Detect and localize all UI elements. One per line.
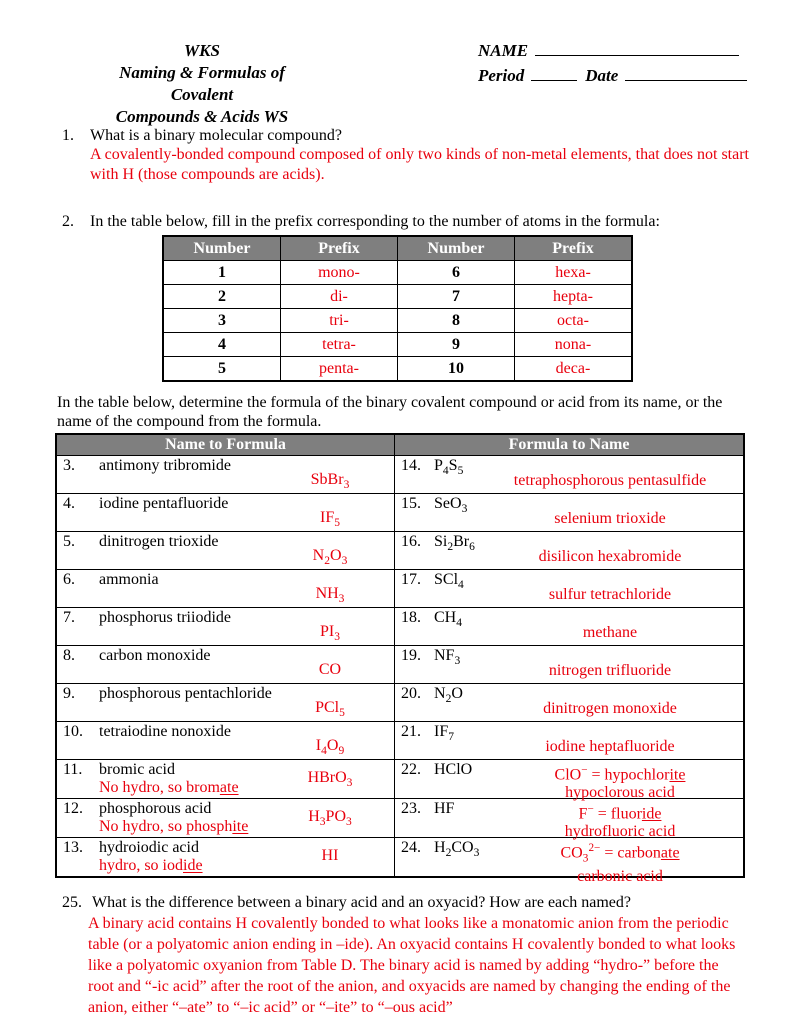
compound-name: bromic acid bbox=[99, 761, 175, 778]
compound-name: phosphorous acid bbox=[99, 800, 212, 817]
number-cell: 7 bbox=[398, 285, 515, 309]
question-2-text: In the table below, fill in the prefix corresponding to the number of atoms in the formula: bbox=[90, 213, 660, 230]
table-row bbox=[57, 607, 743, 645]
worksheet-title bbox=[92, 40, 312, 128]
table-row bbox=[57, 798, 743, 841]
question-25-text: What is the difference between a binary acid and an oxyacid? How are each named? bbox=[92, 894, 631, 911]
acid-name: hypoclorous acid bbox=[565, 784, 675, 802]
compound-formula: $P_4S_5$ bbox=[434, 457, 464, 478]
name-to-formula-cell bbox=[57, 646, 394, 683]
acid-name: hydrofluoric acid bbox=[564, 823, 676, 841]
prefix-cell: octa- bbox=[515, 309, 633, 333]
item-number: 11. bbox=[63, 761, 83, 778]
item-number: 19. bbox=[401, 647, 421, 664]
name-answer: dinitrogen monoxide bbox=[543, 700, 677, 717]
compound-name: iodine pentafluoride bbox=[99, 495, 229, 512]
number-cell: 10 bbox=[398, 357, 515, 382]
compound-formula: $H_2CO_3$ bbox=[434, 839, 480, 860]
name-label: NAME bbox=[478, 41, 529, 60]
table-row bbox=[57, 493, 743, 531]
prefix-table-header: Number bbox=[398, 236, 515, 261]
prefix-table-row bbox=[163, 309, 632, 333]
formula-to-name-cell bbox=[394, 722, 743, 759]
number-cell: 6 bbox=[398, 261, 515, 285]
compound-formula: SeO$_3$ bbox=[434, 495, 468, 516]
item-number: 7. bbox=[63, 609, 75, 626]
name-to-formula-header: Name to Formula bbox=[57, 435, 394, 455]
prefix-table-header: Prefix bbox=[281, 236, 398, 261]
table-row bbox=[57, 645, 743, 683]
formula-answer: $IF_5$ bbox=[320, 509, 340, 530]
prefix-cell: deca- bbox=[515, 357, 633, 382]
title-line-3: Compounds & Acids WS bbox=[115, 107, 289, 126]
compound-name: ammonia bbox=[99, 571, 159, 588]
prefix-cell: tri- bbox=[281, 309, 398, 333]
date-label: Date bbox=[585, 66, 619, 85]
prefix-table-header-row bbox=[163, 236, 632, 261]
formula-to-name-header: Formula to Name bbox=[394, 435, 743, 455]
number-cell: 9 bbox=[398, 333, 515, 357]
prefix-cell: tetra- bbox=[281, 333, 398, 357]
prefix-table-row bbox=[163, 285, 632, 309]
name-answer: selenium trioxide bbox=[554, 510, 666, 527]
date-blank bbox=[625, 65, 747, 81]
prefix-table-header: Prefix bbox=[515, 236, 633, 261]
item-number: 20. bbox=[401, 685, 421, 702]
title-line-2: Naming & Formulas of Covalent bbox=[119, 63, 285, 104]
compound-name: tetraiodine nonoxide bbox=[99, 723, 231, 740]
name-to-formula-cell bbox=[57, 760, 394, 798]
compound-formula: HClO bbox=[434, 761, 473, 778]
prefix-table-row bbox=[163, 357, 632, 382]
name-answer: nitrogen trifluoride bbox=[548, 662, 672, 679]
number-cell: 1 bbox=[163, 261, 281, 285]
table-row bbox=[57, 531, 743, 569]
number-cell: 2 bbox=[163, 285, 281, 309]
compound-name: antimony tribromide bbox=[99, 457, 231, 474]
item-number: 21. bbox=[401, 723, 421, 740]
table-row bbox=[57, 837, 743, 885]
formula-to-name-cell bbox=[394, 494, 743, 531]
prefix-cell: nona- bbox=[515, 333, 633, 357]
question-1-answer: A covalently-bonded compound composed of only two kinds of non-metal elements, that does not start with H (those compounds are acids). bbox=[90, 146, 749, 183]
formula-to-name-cell bbox=[394, 570, 743, 607]
number-cell: 3 bbox=[163, 309, 281, 333]
anion-note: F− = fluoride bbox=[578, 803, 662, 823]
acid-naming-note: No hydro, so phosphite bbox=[99, 818, 249, 835]
acid-name: carbonic acid bbox=[577, 867, 663, 885]
formula-answer: $H_3PO_3$ bbox=[308, 808, 352, 829]
question-2-number: 2. bbox=[62, 213, 74, 230]
student-fields bbox=[478, 40, 758, 90]
item-number: 13. bbox=[63, 839, 83, 856]
name-answer: sulfur tetrachloride bbox=[548, 586, 672, 603]
item-number: 3. bbox=[63, 457, 75, 474]
period-date-line bbox=[478, 65, 758, 87]
anion-note: ClO− = hypochlorite bbox=[554, 764, 686, 784]
title-line-1: WKS bbox=[184, 41, 220, 60]
item-number: 9. bbox=[63, 685, 75, 702]
item-number: 18. bbox=[401, 609, 421, 626]
formula-answer: $PI_3$ bbox=[320, 623, 340, 644]
compound-formula: $IF_7$ bbox=[434, 723, 454, 744]
item-number: 14. bbox=[401, 457, 421, 474]
name-to-formula-cell bbox=[57, 494, 394, 531]
name-answer bbox=[495, 839, 745, 886]
formula-to-name-cell bbox=[394, 838, 743, 885]
table-row bbox=[57, 569, 743, 607]
name-to-formula-cell bbox=[57, 722, 394, 759]
formula-answer: $N_2O_3$ bbox=[312, 547, 348, 568]
period-blank bbox=[531, 65, 577, 81]
name-to-formula-cell bbox=[57, 608, 394, 645]
compounds-table-header bbox=[57, 435, 743, 455]
formula-to-name-cell bbox=[394, 684, 743, 721]
name-to-formula-cell bbox=[57, 838, 394, 876]
worksheet-header bbox=[57, 40, 791, 126]
name-to-formula-cell bbox=[57, 570, 394, 607]
formula-answer: HBrO$_3$ bbox=[307, 769, 353, 790]
item-number: 15. bbox=[401, 495, 421, 512]
item-number: 10. bbox=[63, 723, 83, 740]
question-1-number: 1. bbox=[62, 127, 74, 144]
compound-name: phosphorus triiodide bbox=[99, 609, 231, 626]
compound-formula: $N_2O$ bbox=[434, 685, 463, 706]
question-1 bbox=[62, 126, 791, 145]
name-answer: disilicon hexabromide bbox=[538, 548, 682, 565]
name-to-formula-cell bbox=[57, 532, 394, 569]
compound-name: hydroiodic acid bbox=[99, 839, 199, 856]
name-to-formula-cell bbox=[57, 799, 394, 837]
question-2 bbox=[62, 212, 791, 231]
name-answer: iodine heptafluoride bbox=[545, 738, 675, 755]
table-row bbox=[57, 455, 743, 493]
item-number: 16. bbox=[401, 533, 421, 550]
item-number: 12. bbox=[63, 800, 83, 817]
compound-name: dinitrogen trioxide bbox=[99, 533, 219, 550]
name-answer: tetraphosphorous pentasulfide bbox=[513, 472, 707, 489]
formula-to-name-cell bbox=[394, 456, 743, 493]
compound-formula: HF bbox=[434, 800, 455, 817]
formula-answer: CO bbox=[318, 661, 342, 678]
period-label: Period bbox=[478, 66, 525, 85]
formula-answer: $I_4O_9$ bbox=[315, 737, 345, 758]
formula-to-name-cell bbox=[394, 646, 743, 683]
formula-to-name-cell bbox=[394, 532, 743, 569]
name-answer bbox=[495, 800, 745, 841]
prefix-cell: hexa- bbox=[515, 261, 633, 285]
item-number: 17. bbox=[401, 571, 421, 588]
prefix-table-row bbox=[163, 261, 632, 285]
table-row bbox=[57, 721, 743, 759]
compound-formula: SCl$_4$ bbox=[434, 571, 464, 592]
formula-to-name-cell bbox=[394, 799, 743, 841]
formula-answer: HI bbox=[321, 847, 339, 864]
compound-formula: $NF_3$ bbox=[434, 647, 461, 668]
prefix-cell: di- bbox=[281, 285, 398, 309]
compound-formula: $Si_2Br_6$ bbox=[434, 533, 475, 554]
prefix-cell: hepta- bbox=[515, 285, 633, 309]
table-row bbox=[57, 759, 743, 802]
question-25-answer: A binary acid contains H covalently bonded to what looks like a monatomic anion from the periodic table (or a polyatomic anion ending in –ide). An oxyacid contains H covalently bonded to what looks like a polyatomic oxyanion from Table D. The binary acid is named by adding “hydro-” before the root and “-ic acid” after the root of the anion, and oxyacids are named by changing the ending of the anion, either “–ate” to “–ic acid” or “–ite” to “–ous acid” bbox=[88, 915, 736, 1016]
compound-name: carbon monoxide bbox=[99, 647, 211, 664]
item-number: 4. bbox=[63, 495, 75, 512]
main-table-intro: In the table below, determine the formula of the binary covalent compound or acid from its name, or the name of the compound from the formula. bbox=[57, 394, 723, 430]
question-1-text: What is a binary molecular compound? bbox=[90, 127, 342, 144]
number-cell: 4 bbox=[163, 333, 281, 357]
formula-to-name-cell bbox=[394, 760, 743, 802]
prefix-cell: penta- bbox=[281, 357, 398, 382]
item-number: 23. bbox=[401, 800, 421, 817]
name-field-line bbox=[478, 40, 758, 62]
item-number: 6. bbox=[63, 571, 75, 588]
formula-answer: SbBr$_3$ bbox=[310, 471, 350, 492]
acid-naming-note: hydro, so iodide bbox=[99, 857, 203, 874]
item-number: 8. bbox=[63, 647, 75, 664]
number-cell: 5 bbox=[163, 357, 281, 382]
acid-naming-note: No hydro, so bromate bbox=[99, 779, 239, 796]
name-answer bbox=[495, 761, 745, 802]
question-25-number: 25. bbox=[62, 894, 82, 911]
question-25 bbox=[62, 892, 791, 913]
name-answer: methane bbox=[582, 624, 638, 641]
item-number: 5. bbox=[63, 533, 75, 550]
prefix-cell: mono- bbox=[281, 261, 398, 285]
item-number: 22. bbox=[401, 761, 421, 778]
prefix-table-row bbox=[163, 333, 632, 357]
formula-to-name-cell bbox=[394, 608, 743, 645]
name-to-formula-cell bbox=[57, 456, 394, 493]
table-row bbox=[57, 683, 743, 721]
anion-note: $CO_3^{2-}$ = carbonate bbox=[560, 842, 680, 865]
prefix-table bbox=[162, 235, 633, 382]
compounds-table bbox=[55, 433, 745, 885]
name-to-formula-cell bbox=[57, 684, 394, 721]
formula-answer: PCl$_5$ bbox=[315, 699, 345, 720]
name-blank bbox=[535, 40, 739, 56]
formula-answer: $NH_3$ bbox=[315, 585, 345, 606]
number-cell: 8 bbox=[398, 309, 515, 333]
item-number: 24. bbox=[401, 839, 421, 856]
compound-formula: $CH_4$ bbox=[434, 609, 462, 630]
prefix-table-header: Number bbox=[163, 236, 281, 261]
compound-name: phosphorous pentachloride bbox=[99, 685, 272, 702]
